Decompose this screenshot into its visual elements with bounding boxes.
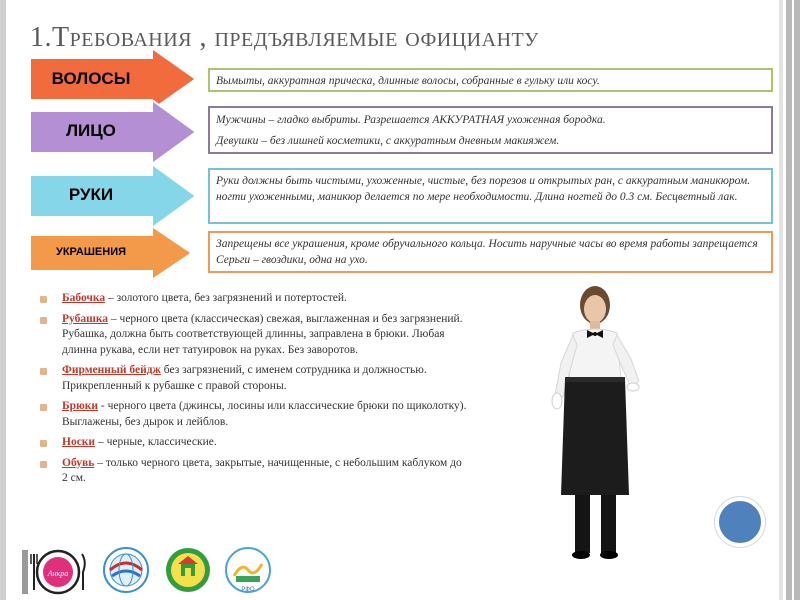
section-jewelry [28, 226, 758, 280]
section-face-box [208, 106, 773, 154]
right-frame-stripe [792, 0, 794, 600]
title-text: Требования , предъявляемые официанту [52, 22, 539, 53]
list-item-key: Обувь [62, 456, 95, 469]
list-item-text: – только черного цвета, закрытые, начищенные, с небольшим каблуком до 2 см. [62, 456, 462, 484]
section-jewelry-text: Запрещены все украшения, кроме обручального кольца. Носить наручные часы во время работы запрещается Серьги – гвоздики, одна на ухо. [216, 238, 758, 266]
list-item-key: Бабочка [62, 292, 106, 304]
list-item-text: – золотого цвета, без загрязнений и потертостей. [105, 292, 347, 304]
section-hands-text: Руки должны быть чистыми, ухоженные, чистые, без порезов и открытых ран, с аккуратным маникюром. ногти ухоженными, маникюр делается по мере необходимости. Длина ногтей до 0.3 см. Бесцветный лак. [216, 175, 751, 203]
section-hands-box [208, 168, 773, 224]
list-item [38, 312, 468, 359]
list-item [38, 435, 468, 451]
globe-logo-icon [102, 546, 150, 594]
section-face-line-women: Девушки – без лишней косметики, с аккуратным дневным макияжем. [216, 135, 560, 147]
list-item-key: Фирменный бейдж [62, 364, 161, 376]
decorative-blue-circle [715, 497, 765, 547]
list-item-key: Носки [62, 436, 96, 448]
left-frame-bar [0, 0, 6, 600]
section-jewelry-label: УКРАШЕНИЯ [55, 246, 127, 258]
right-frame-bar-light [779, 0, 783, 600]
section-hair-label: ВОЛОСЫ [51, 69, 131, 88]
list-item [38, 399, 468, 430]
restaurant-logo-text: Анкра [47, 569, 69, 578]
list-item-text: - черного цвета (джинсы, лосины или классические брюки по щиколотку). Выглажены, без дырок и лейблов. [62, 400, 467, 428]
list-item-text: – черного цвета (классическая) свежая, выглаженная и без загрязнений. Рубашка, должна быть соответствующей длинны, заправлена в брюки. Любая длинна рукава, если нет татуировок на руках. Без заворотов. [62, 312, 463, 356]
rfo-logo-icon [224, 546, 272, 594]
section-hands-label: РУКИ [68, 185, 114, 204]
list-item-key: Рубашка [62, 312, 109, 325]
list-item [38, 363, 468, 394]
title-number: 1. [30, 22, 52, 53]
rfo-logo-text: РФО [241, 587, 255, 593]
section-hands [28, 164, 751, 228]
section-face-label: ЛИЦО [66, 121, 116, 140]
waitress-photo [535, 283, 655, 565]
list-item [38, 456, 468, 487]
section-hair-box [208, 68, 773, 92]
list-item-text: – черные, классические. [95, 436, 217, 448]
section-face [28, 100, 748, 164]
list-item [38, 291, 468, 307]
list-item-text: без загрязнений, с именем сотрудника и должностью. Прикрепленный к рубашке с правой стороны. [62, 364, 427, 392]
green-emblem-logo-icon [164, 546, 212, 594]
section-hair-text: Вымыты, аккуратная прическа, длинные волосы, собранные в гульку или косу. [216, 75, 600, 87]
section-face-line-men: Мужчины – гладко выбриты. Разрешается АККУРАТНАЯ ухоженная бородка. [216, 114, 606, 126]
section-jewelry-box [208, 231, 773, 273]
list-item-key: Брюки [62, 400, 99, 412]
clothing-requirements-list [38, 291, 468, 492]
restaurant-logo-icon [22, 546, 92, 598]
